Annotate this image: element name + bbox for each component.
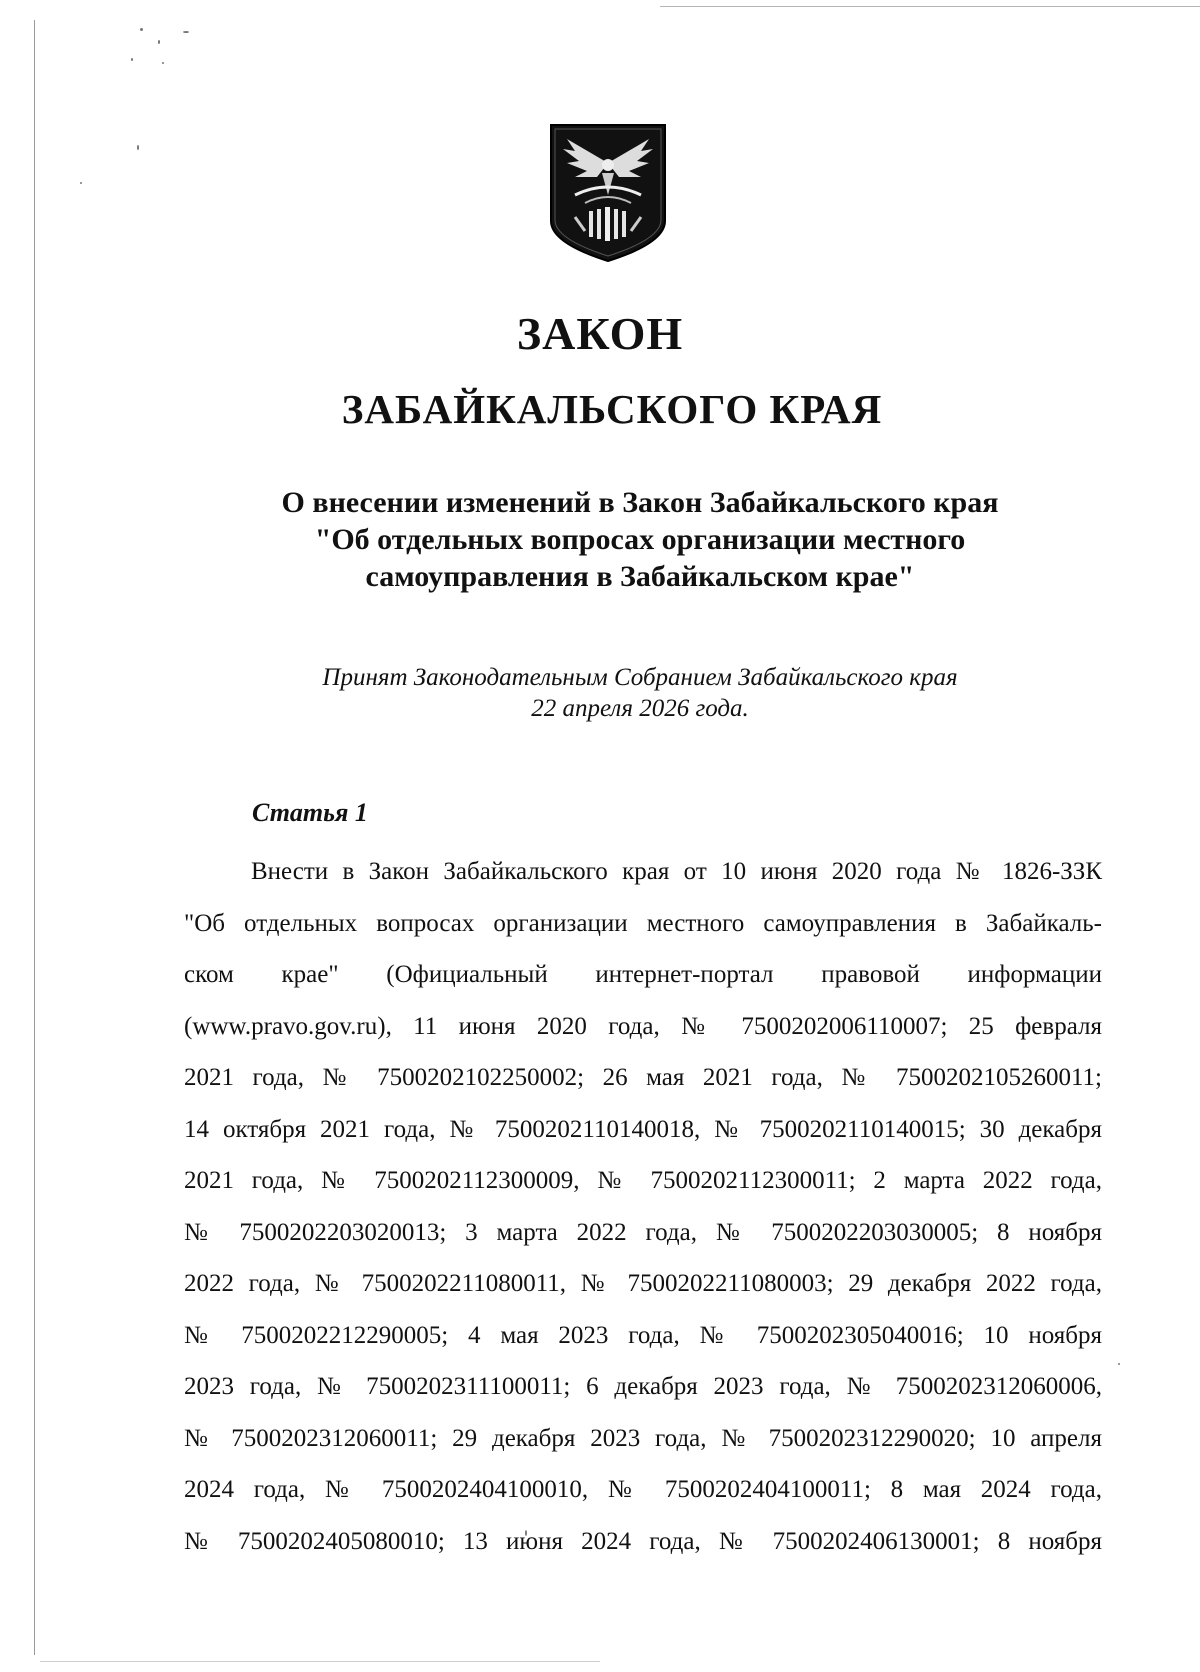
body-line: № 7500202312060011; 29 декабря 2023 года, № 7500202312290020; 10 апреля — [184, 1424, 1102, 1452]
document-title: ЗАКОН — [516, 308, 684, 359]
scan-edge-bottom — [40, 1661, 600, 1662]
body-line: 2023 года, № 7500202311100011; 6 декабря 2023 года, № 7500202312060006, — [184, 1373, 1102, 1400]
scan-speck — [80, 182, 82, 184]
scan-speck — [162, 62, 164, 64]
body-line: № 7500202203020013; 3 марта 2022 года, № 7500202203030005; 8 ноября — [184, 1218, 1102, 1246]
scan-speck — [183, 31, 189, 33]
adoption-note-line: Принят Законодательным Собранием Забайкальского края — [322, 664, 958, 691]
scan-speck — [1118, 1363, 1120, 1365]
body-line: "Об отдельных вопросах организации местного самоуправления в Забайкаль- — [184, 909, 1102, 937]
scan-speck — [131, 58, 133, 61]
document-title-region: ЗАБАЙКАЛЬСКОГО КРАЯ — [341, 386, 883, 432]
body-line: № 7500202405080010; 13 июня 2024 года, № 7500202406130001; 8 ноября — [184, 1527, 1102, 1555]
body-line: ском крае" (Официальный интернет-портал правовой информации — [184, 961, 1102, 988]
body-line: 2021 года, № 7500202112300009, № 7500202112300011; 2 марта 2022 года, — [184, 1167, 1102, 1194]
body-line: Внести в Закон Забайкальского края от 10 июня 2020 года № 1826-ЗЗК — [251, 858, 1102, 885]
coat-of-arms-emblem — [545, 121, 671, 263]
law-subject-line: самоуправления в Забайкальском крае" — [365, 560, 915, 593]
law-subject-line: "Об отдельных вопросах организации местного — [314, 523, 966, 556]
article-body — [184, 846, 1102, 1567]
body-line: № 7500202212290005; 4 мая 2023 года, № 7500202305040016; 10 ноября — [184, 1321, 1102, 1349]
article-heading: Статья 1 — [252, 798, 368, 827]
scan-speck — [137, 145, 139, 150]
scan-speck — [158, 40, 160, 44]
scan-edge-top — [660, 6, 1200, 7]
scan-speck — [140, 28, 143, 31]
scan-edge-left — [34, 20, 35, 1655]
law-subject-line: О внесении изменений в Закон Забайкальского края — [281, 486, 999, 519]
body-line: 2022 года, № 7500202211080011, № 7500202211080003; 29 декабря 2022 года, — [184, 1270, 1102, 1297]
adoption-date: 22 апреля 2026 года. — [531, 695, 749, 722]
law-subject — [200, 484, 1080, 595]
adoption-note — [200, 662, 1080, 724]
body-line: (www.pravo.gov.ru), 11 июня 2020 года, № 7500202006110007; 25 февраля — [184, 1012, 1102, 1040]
body-line: 2021 года, № 7500202102250002; 26 мая 2021 года, № 7500202105260011; — [184, 1064, 1102, 1091]
body-line: 14 октября 2021 года, № 7500202110140018, № 7500202110140015; 30 декабря — [184, 1115, 1102, 1143]
body-line: 2024 года, № 7500202404100010, № 7500202404100011; 8 мая 2024 года, — [184, 1476, 1102, 1503]
